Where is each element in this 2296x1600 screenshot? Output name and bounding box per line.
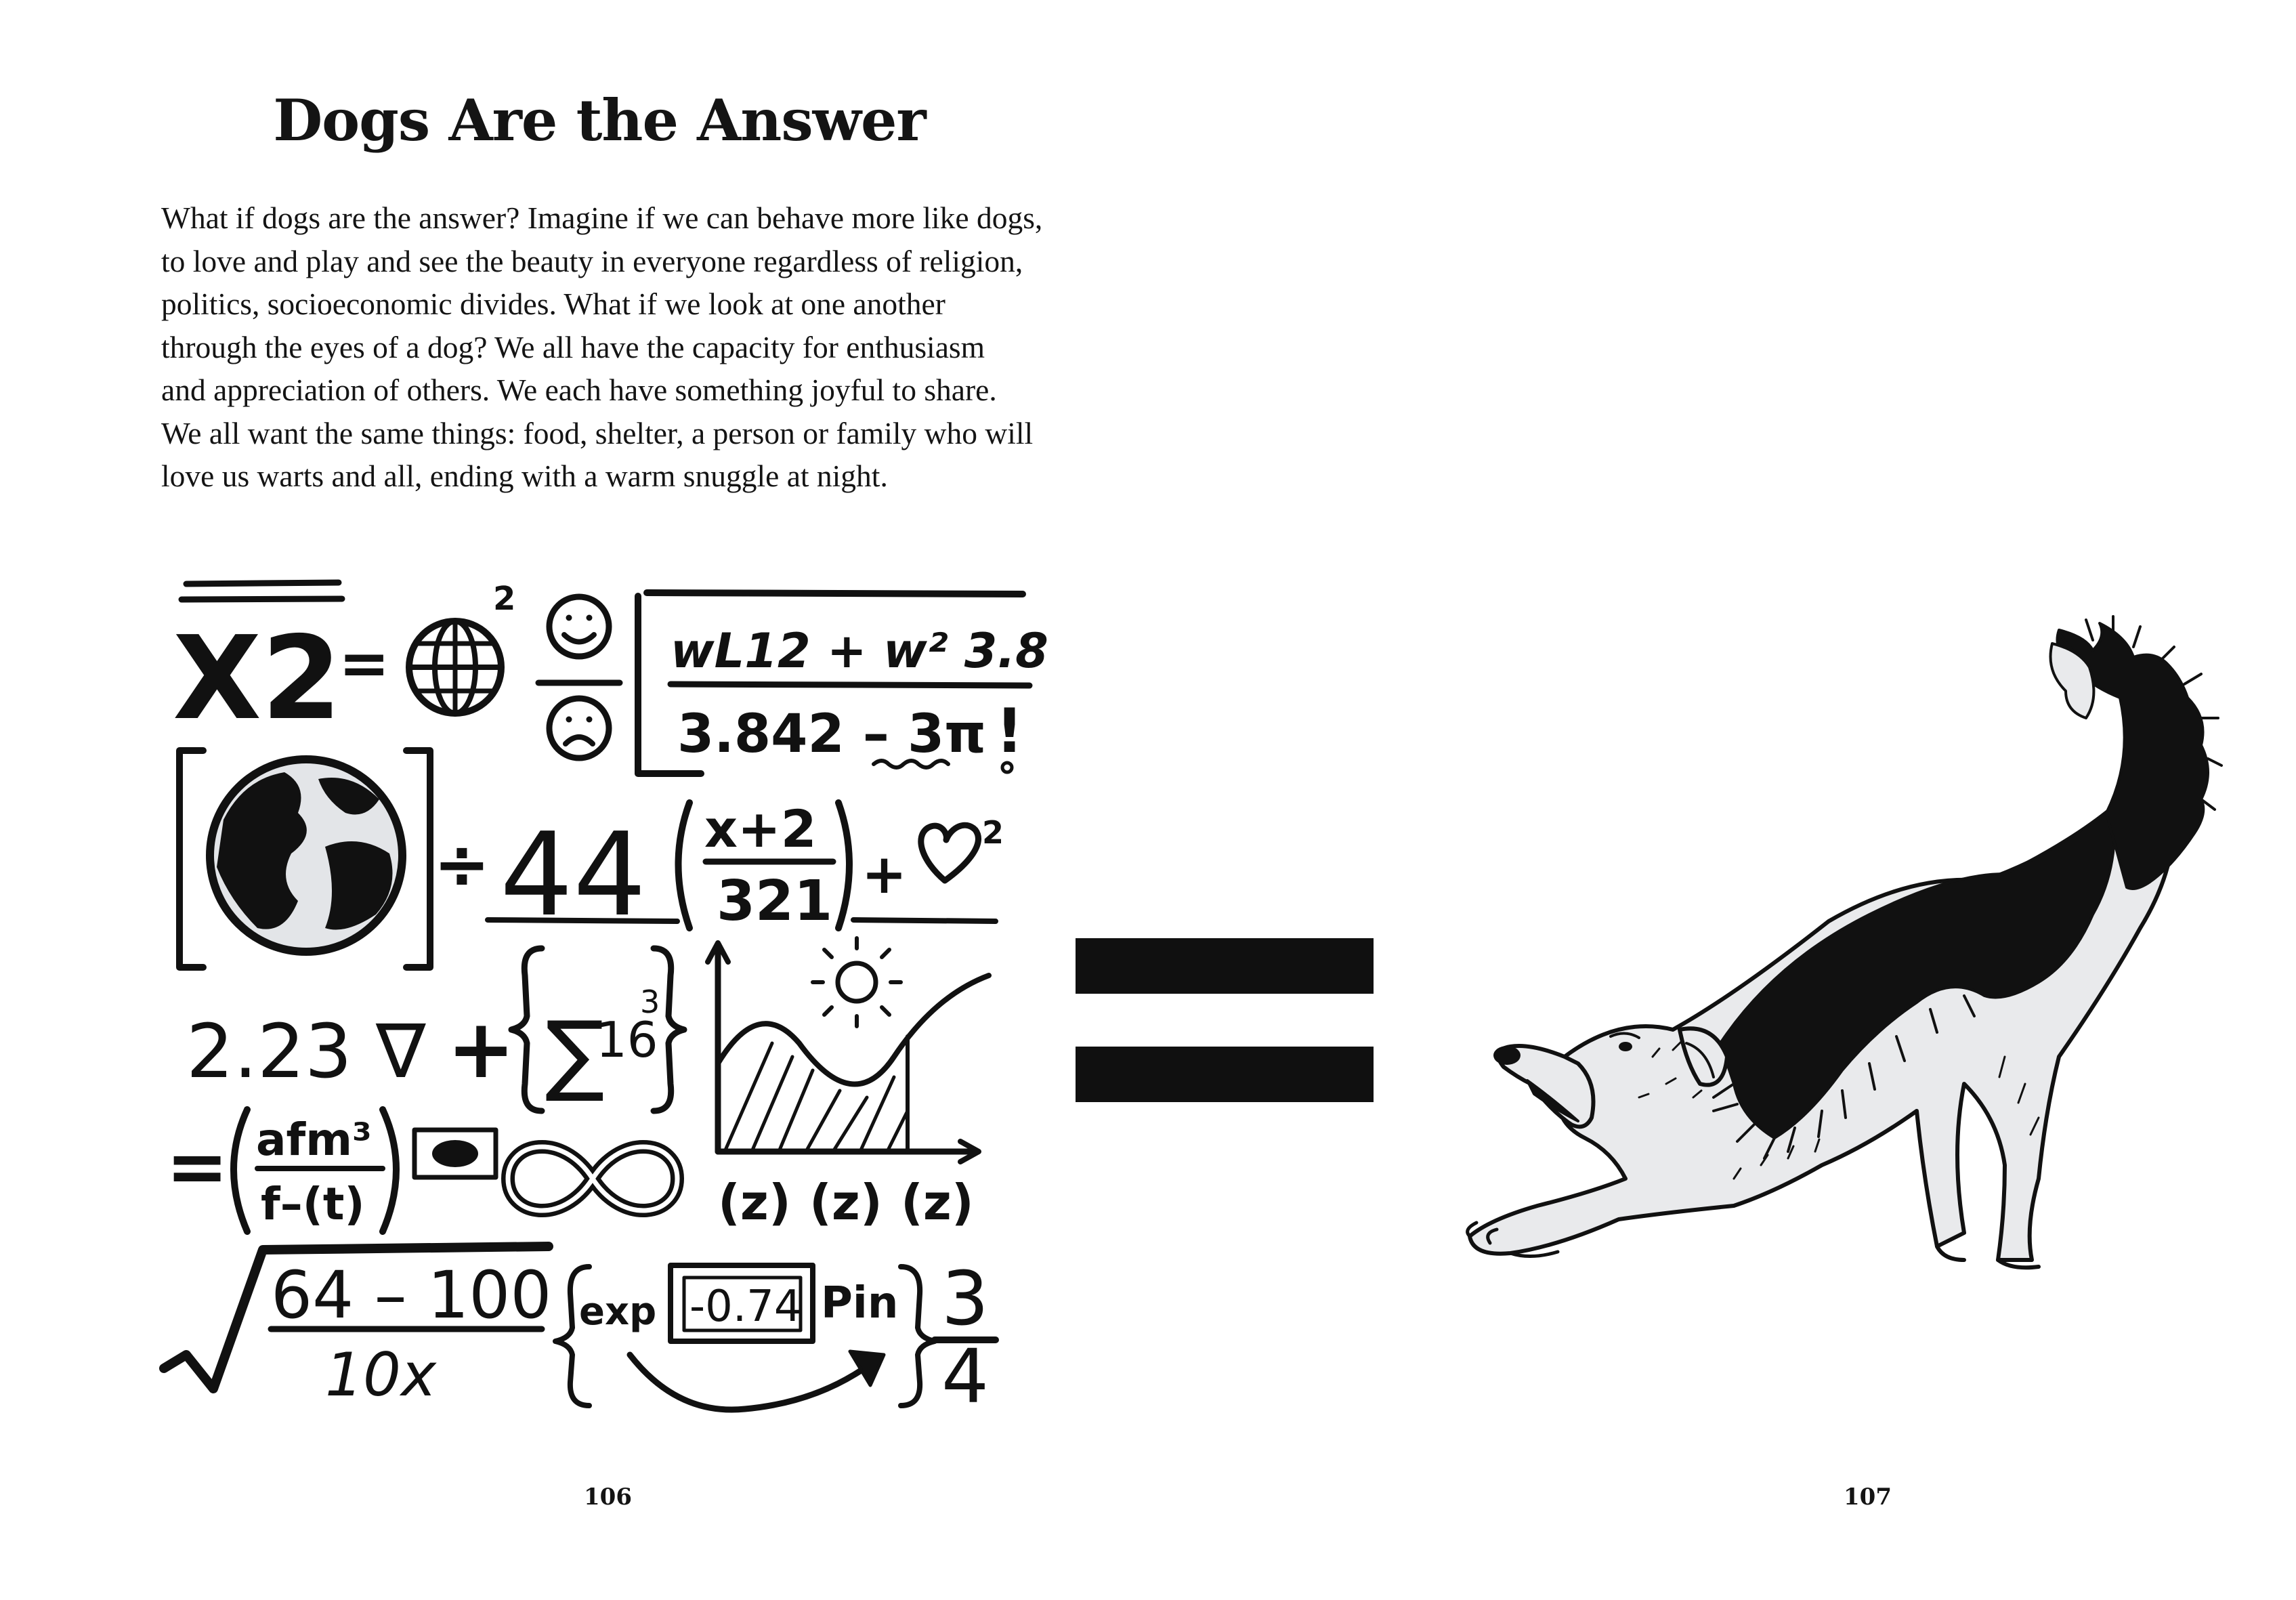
x2-glyph: X2 xyxy=(173,612,342,746)
paragraph-line: We all want the same things: food, shelter, a person or family who will xyxy=(161,415,1034,450)
page-number-left: 106 xyxy=(584,1483,632,1511)
paragraph-line: and appreciation of others. We each have something joyful to share. xyxy=(161,373,997,407)
afm-glyph: afm³ xyxy=(256,1114,372,1166)
z-glyph: (z) xyxy=(718,1174,791,1231)
exponent-glyph: 3 xyxy=(640,984,660,1020)
sigma-glyph: ∑ xyxy=(545,1002,605,1105)
divide-glyph: ÷ xyxy=(433,824,490,904)
pin-glyph: Pin xyxy=(821,1278,899,1328)
fraction-denominator-glyph: 4 xyxy=(941,1333,989,1420)
numerator-glyph: wL12 + w² 3.8 xyxy=(671,623,1048,679)
x-plus-2-glyph: x+2 xyxy=(704,799,817,859)
two-point-two-three-glyph: 2.23 xyxy=(186,1008,352,1095)
paragraph-line: politics, socioeconomic divides. What if we look at one another xyxy=(161,287,945,321)
dog-icon xyxy=(1468,616,2221,1267)
paragraph-line: through the eyes of a dog? We all have the capacity for enthusiasm xyxy=(161,329,985,364)
z-glyph: (z) xyxy=(901,1174,974,1231)
paragraph-line: What if dogs are the answer? Imagine if we can behave more like dogs, xyxy=(161,201,1043,235)
paragraph-line: love us warts and all, ending with a warm snuggle at night. xyxy=(161,459,888,493)
negative-decimal-glyph: -0.74 xyxy=(689,1282,802,1332)
plus-glyph: + xyxy=(447,1003,515,1097)
exponent-glyph: 2 xyxy=(493,580,516,618)
forty-four-glyph: 44 xyxy=(500,808,647,942)
sixteen-glyph: 16 xyxy=(596,1011,658,1068)
exclamation-glyph: ! xyxy=(996,696,1024,767)
sixty-four-minus-hundred-glyph: 64 – 100 xyxy=(271,1257,552,1333)
equals-glyph: = xyxy=(166,1123,229,1210)
fraction-numerator-glyph: 3 xyxy=(941,1255,989,1342)
exponent-glyph: 2 xyxy=(982,814,1004,851)
exp-glyph: exp xyxy=(579,1290,657,1334)
f-t-glyph: f–(t) xyxy=(261,1178,365,1230)
equals-glyph: = xyxy=(339,628,390,699)
page-title: Dogs Are the Answer xyxy=(273,87,926,154)
paragraph-line: to love and play and see the beauty in everyone regardless of religion, xyxy=(161,243,1023,278)
three-twenty-one-glyph: 321 xyxy=(717,869,833,933)
page-number-right: 107 xyxy=(1844,1483,1892,1511)
nabla-glyph: ∇ xyxy=(376,1008,426,1095)
plus-glyph: + xyxy=(862,843,908,906)
denominator-glyph: 3.842 – 3π xyxy=(677,704,987,765)
ten-x-glyph: 10x xyxy=(325,1340,437,1410)
z-glyph: (z) xyxy=(809,1174,883,1231)
